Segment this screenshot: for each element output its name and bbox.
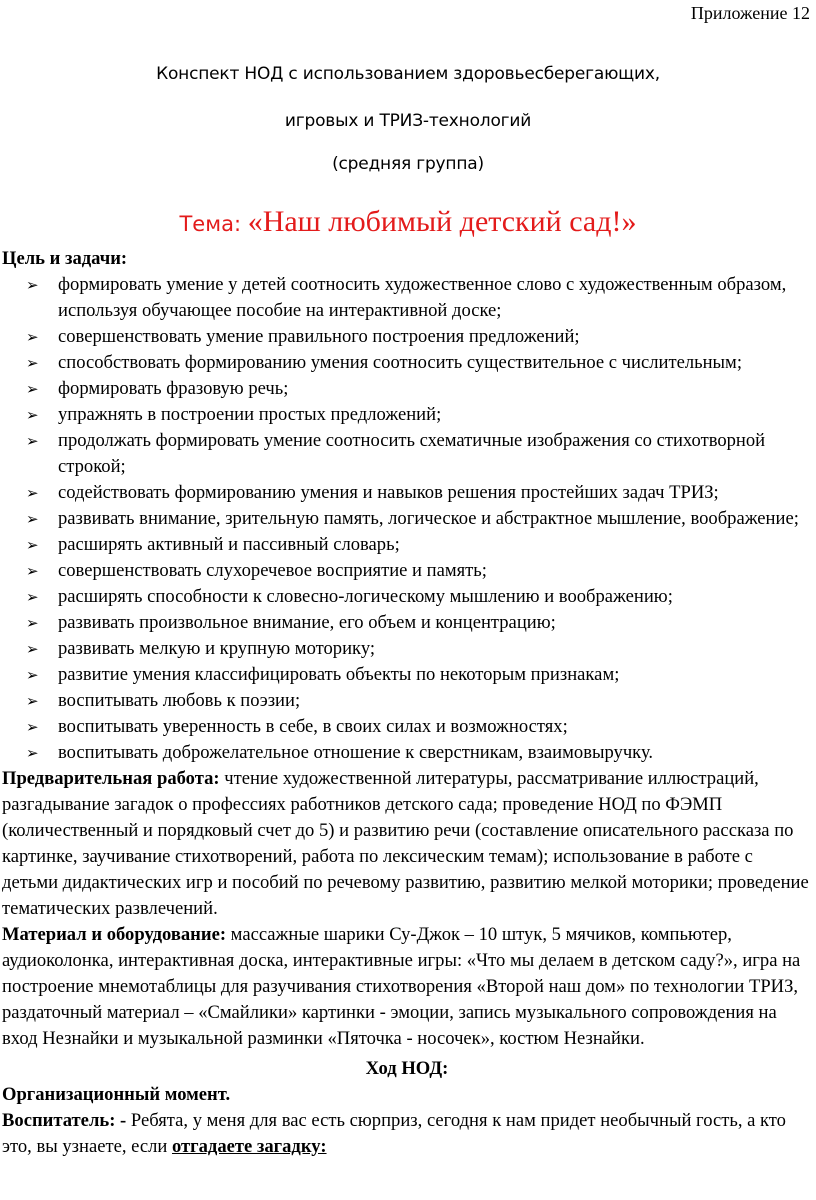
goal-list-item bbox=[2, 610, 812, 636]
arrow-bullet-icon: ➢ bbox=[26, 692, 39, 710]
goal-text: совершенствовать слухоречевое восприятие и память; bbox=[58, 560, 487, 581]
goal-text: содействовать формированию умения и навыков решения простейших задач ТРИЗ; bbox=[58, 482, 719, 503]
arrow-bullet-icon: ➢ bbox=[26, 562, 39, 580]
preliminary-work-label: Предварительная работа: bbox=[2, 768, 220, 789]
goal-list-item bbox=[2, 350, 812, 376]
goal-list-item bbox=[2, 636, 812, 662]
goal-text: формировать умение у детей соотносить художественное слово с художественным образом, используя обучающее пособие на интерактивной доске; bbox=[58, 274, 787, 321]
arrow-bullet-icon: ➢ bbox=[26, 640, 39, 658]
goal-text: расширять способности к словесно-логическому мышлению и воображению; bbox=[58, 586, 673, 607]
course-title: Ход НОД: bbox=[365, 1058, 449, 1079]
goal-list-item bbox=[2, 272, 812, 324]
goal-list-item bbox=[2, 688, 812, 714]
goal-text: воспитывать уверенность в себе, в своих силах и возможностях; bbox=[58, 716, 568, 737]
goal-list-item bbox=[2, 402, 812, 428]
goal-list-item bbox=[2, 532, 812, 558]
org-moment-heading: Организационный момент. bbox=[2, 1084, 231, 1105]
goal-text: развитие умения классифицировать объекты по некоторым признакам; bbox=[58, 664, 620, 685]
goal-text: воспитывать доброжелательное отношение к сверстникам, взаимовыручку. bbox=[58, 742, 654, 763]
goal-list-item bbox=[2, 558, 812, 584]
goal-list-item bbox=[2, 480, 812, 506]
heading-line-1: Конспект НОД с использованием здоровьесберегающих, bbox=[156, 64, 660, 84]
arrow-bullet-icon: ➢ bbox=[26, 614, 39, 632]
goal-list-item bbox=[2, 662, 812, 688]
goal-list-item bbox=[2, 428, 812, 480]
arrow-bullet-icon: ➢ bbox=[26, 666, 39, 684]
goal-list-item bbox=[2, 714, 812, 740]
teacher-text: Ребята, у меня для вас есть сюрприз, сегодня к нам придет необычный гость, а кто это, вы узнаете, если bbox=[2, 1110, 786, 1157]
goals-title: Цель и задачи: bbox=[2, 248, 128, 269]
arrow-bullet-icon: ➢ bbox=[26, 328, 39, 346]
goal-text: расширять активный и пассивный словарь; bbox=[58, 534, 400, 555]
arrow-bullet-icon: ➢ bbox=[26, 588, 39, 606]
goal-text: развивать внимание, зрительную память, логическое и абстрактное мышление, воображение; bbox=[58, 508, 799, 529]
arrow-bullet-icon: ➢ bbox=[26, 406, 39, 424]
teacher-paragraph bbox=[2, 1108, 812, 1160]
goal-list-item bbox=[2, 584, 812, 610]
preliminary-work-paragraph bbox=[2, 766, 812, 922]
goal-text: развивать мелкую и крупную моторику; bbox=[58, 638, 376, 659]
goal-list-item bbox=[2, 376, 812, 402]
arrow-bullet-icon: ➢ bbox=[26, 744, 39, 762]
theme-label: Тема: bbox=[179, 212, 248, 236]
theme-title: «Наш любимый детский сад!» bbox=[247, 205, 637, 238]
goal-text: способствовать формированию умения соотносить существительное с числительным; bbox=[58, 352, 742, 373]
goal-text: совершенствовать умение правильного построения предложений; bbox=[58, 326, 580, 347]
riddle-link: отгадаете загадку: bbox=[172, 1136, 327, 1157]
materials-paragraph bbox=[2, 922, 812, 1052]
arrow-bullet-icon: ➢ bbox=[26, 276, 39, 294]
arrow-bullet-icon: ➢ bbox=[26, 718, 39, 736]
goals-list bbox=[2, 272, 812, 766]
goal-list-item bbox=[2, 740, 812, 766]
goal-text: упражнять в построении простых предложений; bbox=[58, 404, 442, 425]
goal-text: формировать фразовую речь; bbox=[58, 378, 289, 399]
goal-list-item bbox=[2, 324, 812, 350]
arrow-bullet-icon: ➢ bbox=[26, 432, 39, 450]
heading-line-3: (средняя группа) bbox=[332, 154, 484, 174]
arrow-bullet-icon: ➢ bbox=[26, 380, 39, 398]
goal-text: развивать произвольное внимание, его объем и концентрацию; bbox=[58, 612, 556, 633]
arrow-bullet-icon: ➢ bbox=[26, 354, 39, 372]
goal-text: воспитывать любовь к поэзии; bbox=[58, 690, 301, 711]
materials-label: Материал и оборудование: bbox=[2, 924, 227, 945]
document-body bbox=[2, 246, 812, 1160]
goal-list-item bbox=[2, 506, 812, 532]
materials-text: массажные шарики Су-Джок – 10 штук, 5 мячиков, компьютер, аудиоколонка, интерактивная доска, интерактивные игры: «Что мы делаем в детском саду?», игра на построение мнемотаблицы для разучивания стихотворения «Второй наш дом» по технологии ТРИЗ, раздаточный материал – «Смайлики» картинки - эмоции, запись музыкального сопровождения на вход Незнайки и музыкальной разминки «Пяточка - носочек», костюм Незнайки. bbox=[2, 924, 801, 1049]
arrow-bullet-icon: ➢ bbox=[26, 484, 39, 502]
appendix-label: Приложение 12 bbox=[690, 3, 810, 23]
teacher-label: Воспитатель: - bbox=[2, 1110, 131, 1131]
arrow-bullet-icon: ➢ bbox=[26, 536, 39, 554]
preliminary-work-text: чтение художественной литературы, рассматривание иллюстраций, разгадывание загадок о профессиях работников детского сада; проведение НОД по ФЭМП (количественный и порядковый счет до 5) и развитию речи (составление описательного рассказа по картинке, заучивание стихотворений, работа по лексическим темам); использование в работе с детьми дидактических игр и пособий по речевому развитию, развитию мелкой моторики; проведение тематических развлечений. bbox=[2, 768, 809, 919]
theme-heading bbox=[0, 203, 816, 245]
arrow-bullet-icon: ➢ bbox=[26, 510, 39, 528]
goal-text: продолжать формировать умение соотносить схематичные изображения со стихотворной строкой; bbox=[58, 430, 766, 477]
heading-line-2: игровых и ТРИЗ-технологий bbox=[284, 111, 532, 131]
